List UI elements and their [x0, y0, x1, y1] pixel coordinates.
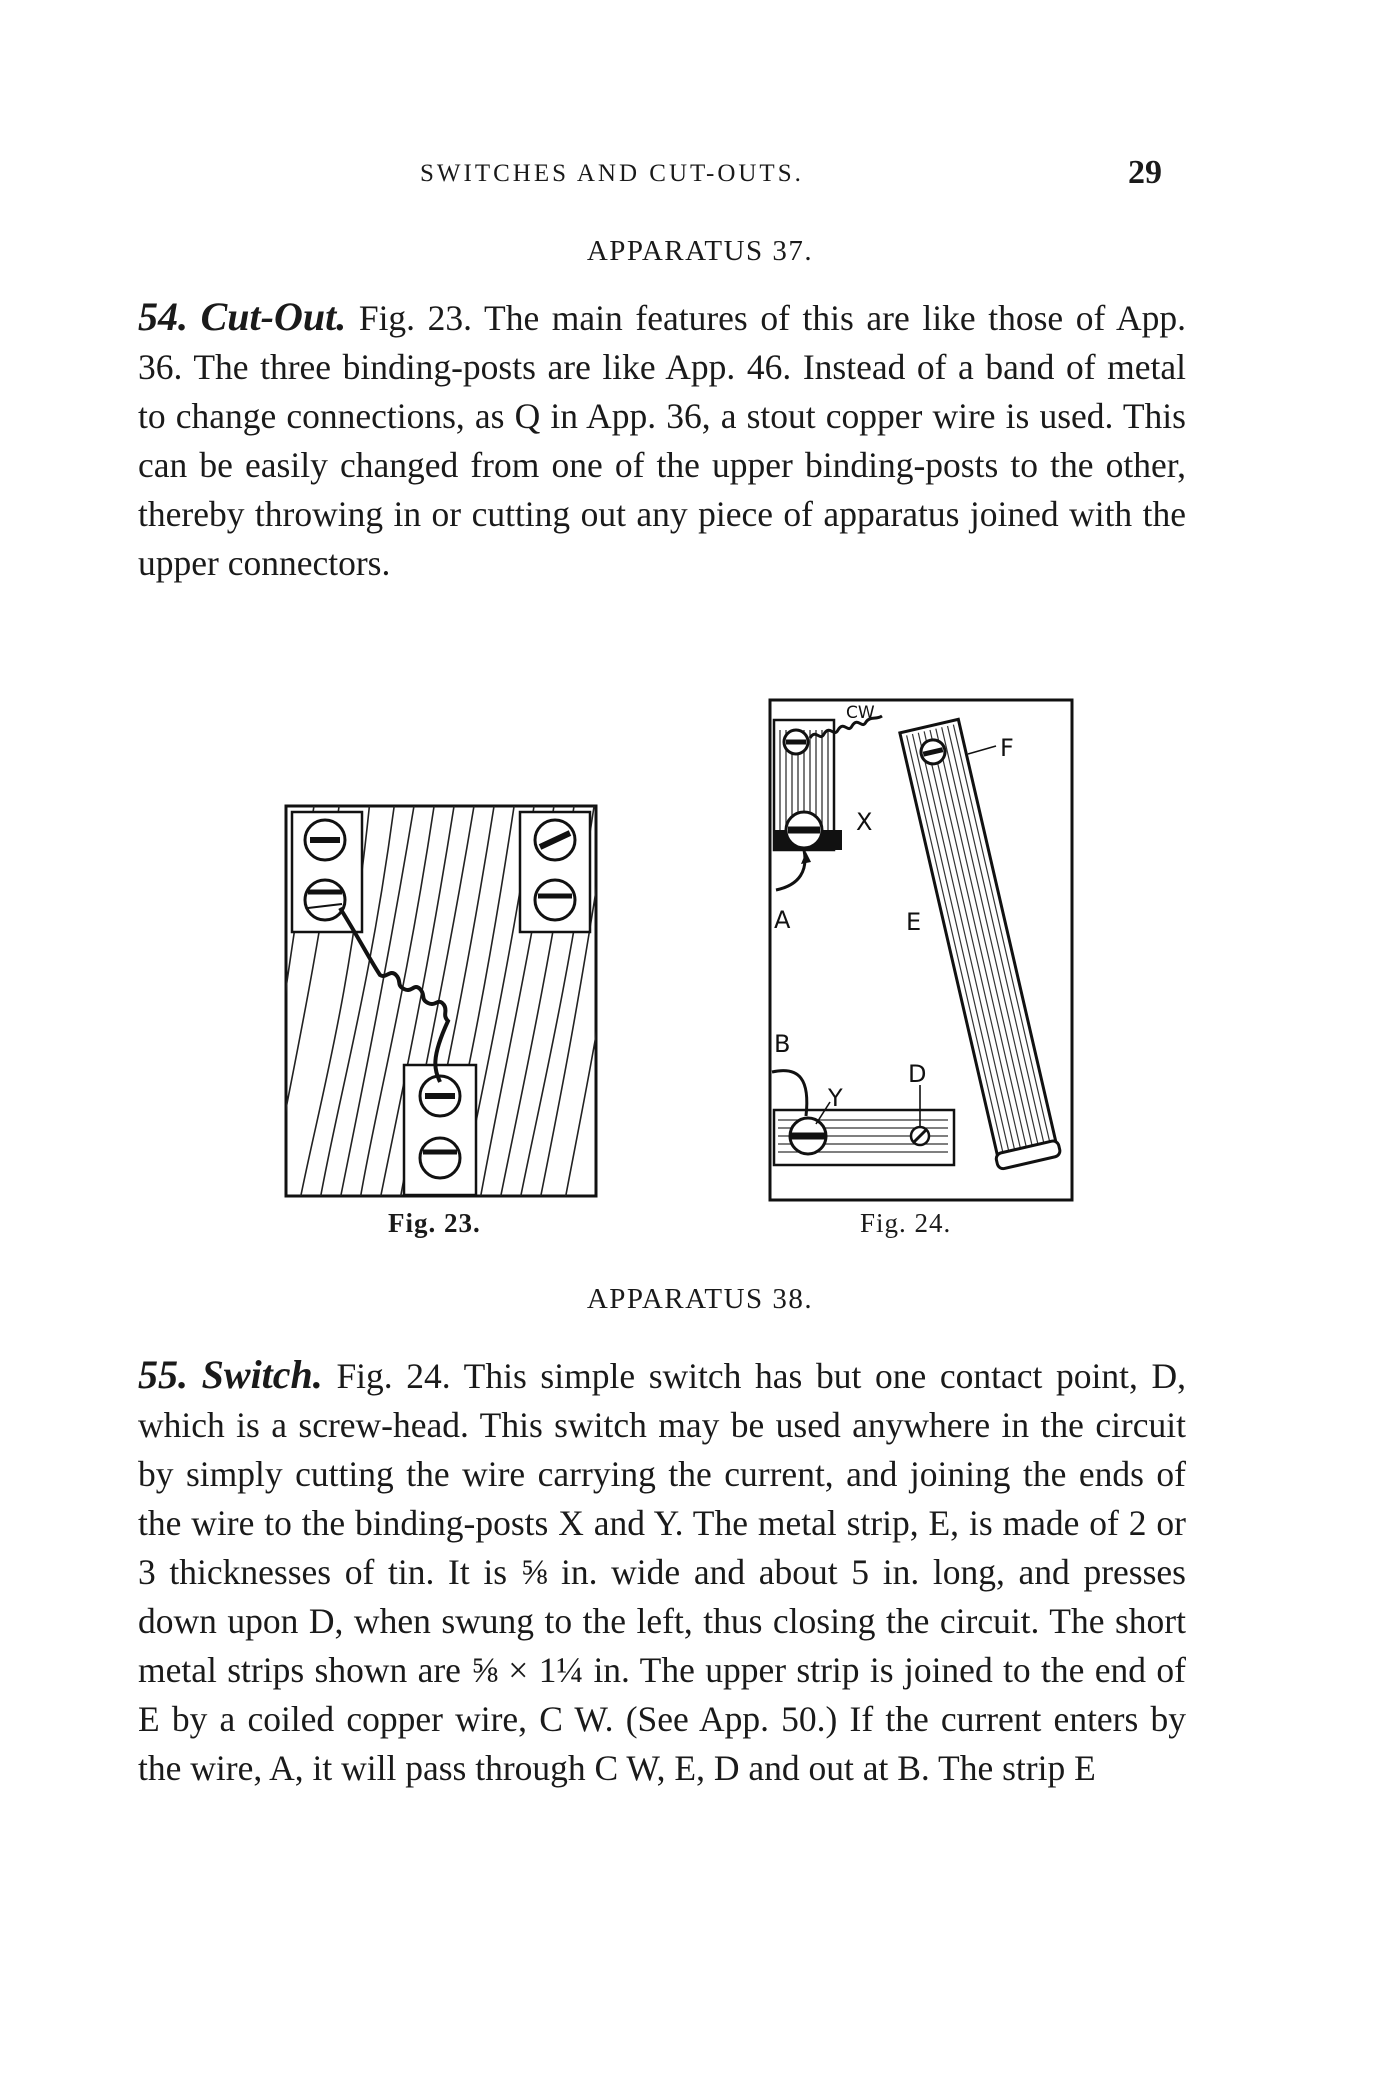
label-f: F — [1000, 734, 1014, 762]
section-heading-apparatus-37: APPARATUS 37. — [586, 235, 814, 267]
paragraph-number: 54. — [138, 294, 188, 339]
figure-24-switch-drawing — [760, 690, 1080, 1205]
paragraph-body: Fig. 23. The main features of this are like those of App. 36. The three binding-posts are like App. 46. Instead of a band of metal to change connections, as Q in App. 36, a stout copper wire is used. This can be easily changed from one of the upper binding-posts to the other, thereby throwing in or cutting out any piece of apparatus joined with the upper connectors. — [138, 298, 1186, 583]
label-b: B — [774, 1030, 791, 1058]
label-cw: CW — [846, 703, 875, 723]
label-e: E — [906, 908, 922, 936]
label-x: X — [856, 808, 873, 836]
paragraph-title: Cut-Out. — [200, 294, 347, 339]
screw-head — [305, 880, 345, 920]
page-number: 29 — [1128, 154, 1162, 191]
screw-head — [535, 880, 575, 920]
label-a: A — [774, 906, 791, 934]
paragraph-body: Fig. 24. This simple switch has but one contact point, D, which is a screw-head. This switch may be used anywhere in the circuit by simply cutting the wire carrying the current, and joining the ends of the wire to the binding-posts X and Y. The metal strip, E, is made of 2 or 3 thicknesses of tin. It is ⅝ in. wide and about 5 in. long, and presses down upon D, when swung to the left, thus closing the circuit. The short metal strips shown are ⅝ × 1¼ in. The upper strip is joined to the end of E by a coiled copper wire, C W. (See App. 50.) If the current enters by the wire, A, it will pass through C W, E, D and out at B. The strip E — [138, 1356, 1187, 1788]
label-y: Y — [828, 1084, 843, 1112]
running-title: SWITCHES AND CUT-OUTS. — [420, 160, 804, 187]
paragraph-cut-out — [138, 292, 1186, 588]
figure-24-caption: Fig. 24. — [860, 1208, 952, 1238]
running-head — [0, 154, 1400, 200]
screw-head — [420, 1138, 460, 1178]
paragraph-number: 55. — [138, 1352, 188, 1397]
figure-23-caption: Fig. 23. — [388, 1208, 481, 1238]
paragraph-title: Switch. — [201, 1352, 323, 1397]
label-d: D — [908, 1060, 927, 1088]
figure-23-cut-out-drawing — [280, 800, 610, 1205]
paragraph-switch — [138, 1350, 1186, 1793]
section-heading-apparatus-38: APPARATUS 38. — [586, 1283, 814, 1315]
